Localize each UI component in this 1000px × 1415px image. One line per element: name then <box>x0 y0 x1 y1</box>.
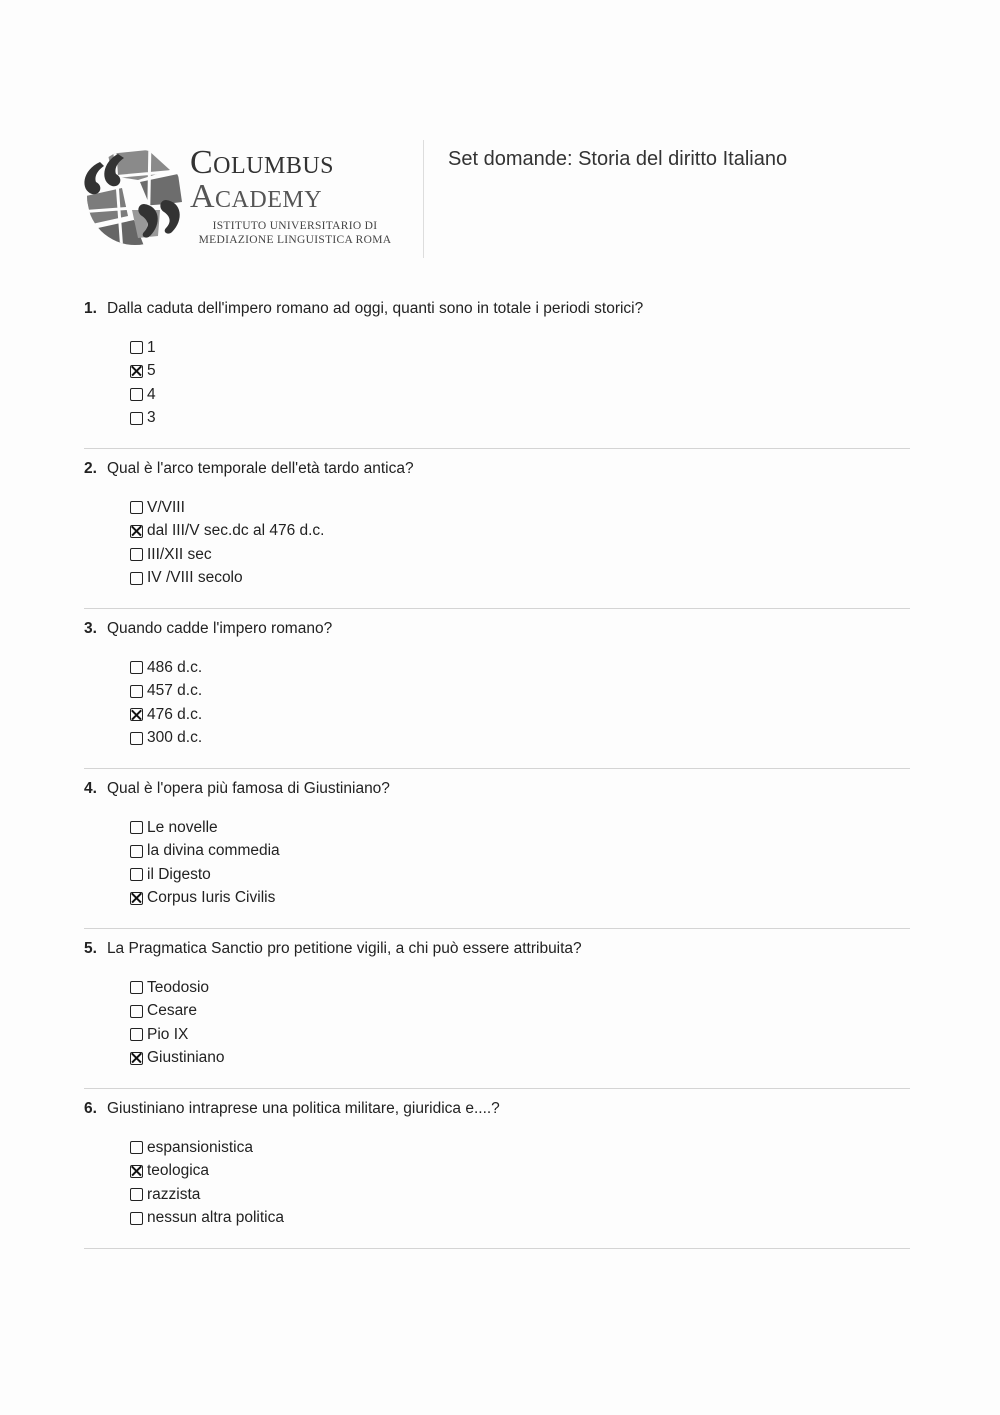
answer-option-label: Giustiniano <box>147 1049 225 1067</box>
answer-option-label: 476 d.c. <box>147 705 203 723</box>
answer-option-label: III/XII sec <box>147 545 212 563</box>
question-separator <box>84 928 910 929</box>
answer-option[interactable] <box>130 360 156 384</box>
brand-name-line2: Academy <box>190 178 323 215</box>
answer-option-label: 1 <box>147 338 156 356</box>
document-header <box>78 140 918 260</box>
answer-option[interactable] <box>130 383 156 407</box>
answer-option-label: 486 d.c. <box>147 658 203 676</box>
answer-option-label: IV /VIII secolo <box>147 569 243 587</box>
question-label: Giustiniano intraprese una politica militare, giuridica e....? <box>106 1100 500 1117</box>
question-number: 1. <box>84 300 97 317</box>
brand-wordmark <box>190 146 400 247</box>
answer-option[interactable] <box>130 520 325 544</box>
checkbox-icon[interactable] <box>130 821 143 834</box>
answer-option[interactable] <box>130 1023 225 1047</box>
answer-option[interactable] <box>130 656 202 680</box>
question-text <box>84 780 390 798</box>
question-text <box>84 300 643 318</box>
checkbox-icon[interactable] <box>130 868 143 881</box>
question-label: Quando cadde l'impero romano? <box>106 620 333 637</box>
answer-option[interactable] <box>130 703 202 727</box>
brand-name-line1: Columbus <box>190 144 335 181</box>
question-text <box>84 460 414 478</box>
answer-option[interactable] <box>130 863 280 887</box>
answer-option[interactable] <box>130 727 202 751</box>
answer-option[interactable] <box>130 680 202 704</box>
answer-option[interactable] <box>130 496 325 520</box>
answer-option-label: espansionistica <box>147 1138 253 1156</box>
checkbox-icon[interactable] <box>130 1188 143 1201</box>
answer-option[interactable] <box>130 543 325 567</box>
answer-option-label: razzista <box>147 1185 201 1203</box>
answer-option[interactable] <box>130 1160 284 1184</box>
checked-checkbox-icon[interactable] <box>130 708 143 721</box>
checkbox-icon[interactable] <box>130 845 143 858</box>
question-separator <box>84 768 910 769</box>
checkbox-icon[interactable] <box>130 341 143 354</box>
answer-option[interactable] <box>130 1000 225 1024</box>
answer-option[interactable] <box>130 840 280 864</box>
answer-option-label: Cesare <box>147 1002 197 1020</box>
brand-subtitle <box>190 219 400 247</box>
answer-option[interactable] <box>130 1136 284 1160</box>
question-separator <box>84 1088 910 1089</box>
answer-options <box>130 1136 284 1230</box>
answer-option[interactable] <box>130 1183 284 1207</box>
question-separator <box>84 448 910 449</box>
answer-option-label: 5 <box>147 362 156 380</box>
answer-option[interactable] <box>130 407 156 431</box>
question-text <box>84 940 582 958</box>
question-label: Dalla caduta dell'impero romano ad oggi, quanti sono in totale i periodi storici? <box>106 300 644 317</box>
answer-option-label: Corpus Iuris Civilis <box>147 889 276 907</box>
question-separator <box>84 608 910 609</box>
answer-option-label: la divina commedia <box>147 842 280 860</box>
answer-option-label: il Digesto <box>147 865 211 883</box>
question-block <box>84 940 910 1100</box>
question-separator <box>84 1248 910 1249</box>
checkbox-icon[interactable] <box>130 685 143 698</box>
checkbox-icon[interactable] <box>130 1212 143 1225</box>
question-block <box>84 780 910 940</box>
answer-option-label: Pio IX <box>147 1025 189 1043</box>
checkbox-icon[interactable] <box>130 1028 143 1041</box>
question-number: 2. <box>84 460 97 477</box>
checkbox-icon[interactable] <box>130 388 143 401</box>
answer-option[interactable] <box>130 976 225 1000</box>
checked-checkbox-icon[interactable] <box>130 1052 143 1065</box>
checkbox-icon[interactable] <box>130 1141 143 1154</box>
checkbox-icon[interactable] <box>130 412 143 425</box>
checked-checkbox-icon[interactable] <box>130 365 143 378</box>
answer-options <box>130 816 280 910</box>
brand-subtitle-line2: MEDIAZIONE LINGUISTICA ROMA <box>198 234 392 246</box>
question-list <box>84 300 910 1260</box>
answer-options <box>130 976 225 1070</box>
answer-option-label: dal III/V sec.dc al 476 d.c. <box>147 522 325 540</box>
question-block <box>84 460 910 620</box>
question-label: Qual è l'opera più famosa di Giustiniano? <box>106 780 390 797</box>
columbus-academy-logo-icon <box>78 140 188 252</box>
answer-option-label: V/VIII <box>147 498 185 516</box>
question-block <box>84 300 910 460</box>
question-number: 4. <box>84 780 97 797</box>
question-text <box>84 620 332 638</box>
checkbox-icon[interactable] <box>130 572 143 585</box>
checkbox-icon[interactable] <box>130 501 143 514</box>
question-number: 3. <box>84 620 97 637</box>
answer-options <box>130 496 325 590</box>
checkbox-icon[interactable] <box>130 1005 143 1018</box>
checkbox-icon[interactable] <box>130 548 143 561</box>
checked-checkbox-icon[interactable] <box>130 1165 143 1178</box>
answer-option-label: 300 d.c. <box>147 729 203 747</box>
answer-option[interactable] <box>130 816 280 840</box>
checkbox-icon[interactable] <box>130 981 143 994</box>
checkbox-icon[interactable] <box>130 661 143 674</box>
question-label: La Pragmatica Sanctio pro petitione vigili, a chi può essere attribuita? <box>106 940 582 957</box>
question-label: Qual è l'arco temporale dell'età tardo antica? <box>106 460 414 477</box>
brand-subtitle-line1: ISTITUTO UNIVERSITARIO DI <box>212 220 378 232</box>
answer-option-label: 4 <box>147 385 156 403</box>
checked-checkbox-icon[interactable] <box>130 525 143 538</box>
set-title: Set domande: Storia del diritto Italiano <box>448 148 788 170</box>
answer-options <box>130 656 202 750</box>
answer-option-label: 457 d.c. <box>147 682 203 700</box>
answer-option-label: 3 <box>147 409 156 427</box>
answer-option-label: teologica <box>147 1162 210 1180</box>
question-block <box>84 620 910 780</box>
question-text <box>84 1100 500 1118</box>
question-block <box>84 1100 910 1260</box>
answer-option-label: Teodosio <box>147 978 210 996</box>
answer-option[interactable] <box>130 567 325 591</box>
answer-options <box>130 336 156 430</box>
answer-option[interactable] <box>130 1207 284 1231</box>
checked-checkbox-icon[interactable] <box>130 892 143 905</box>
answer-option[interactable] <box>130 887 280 911</box>
answer-option-label: nessun altra politica <box>147 1209 284 1227</box>
question-number: 6. <box>84 1100 97 1117</box>
answer-option[interactable] <box>130 336 156 360</box>
header-divider <box>423 140 424 258</box>
checkbox-icon[interactable] <box>130 732 143 745</box>
question-number: 5. <box>84 940 97 957</box>
answer-option[interactable] <box>130 1047 225 1071</box>
answer-option-label: Le novelle <box>147 818 218 836</box>
